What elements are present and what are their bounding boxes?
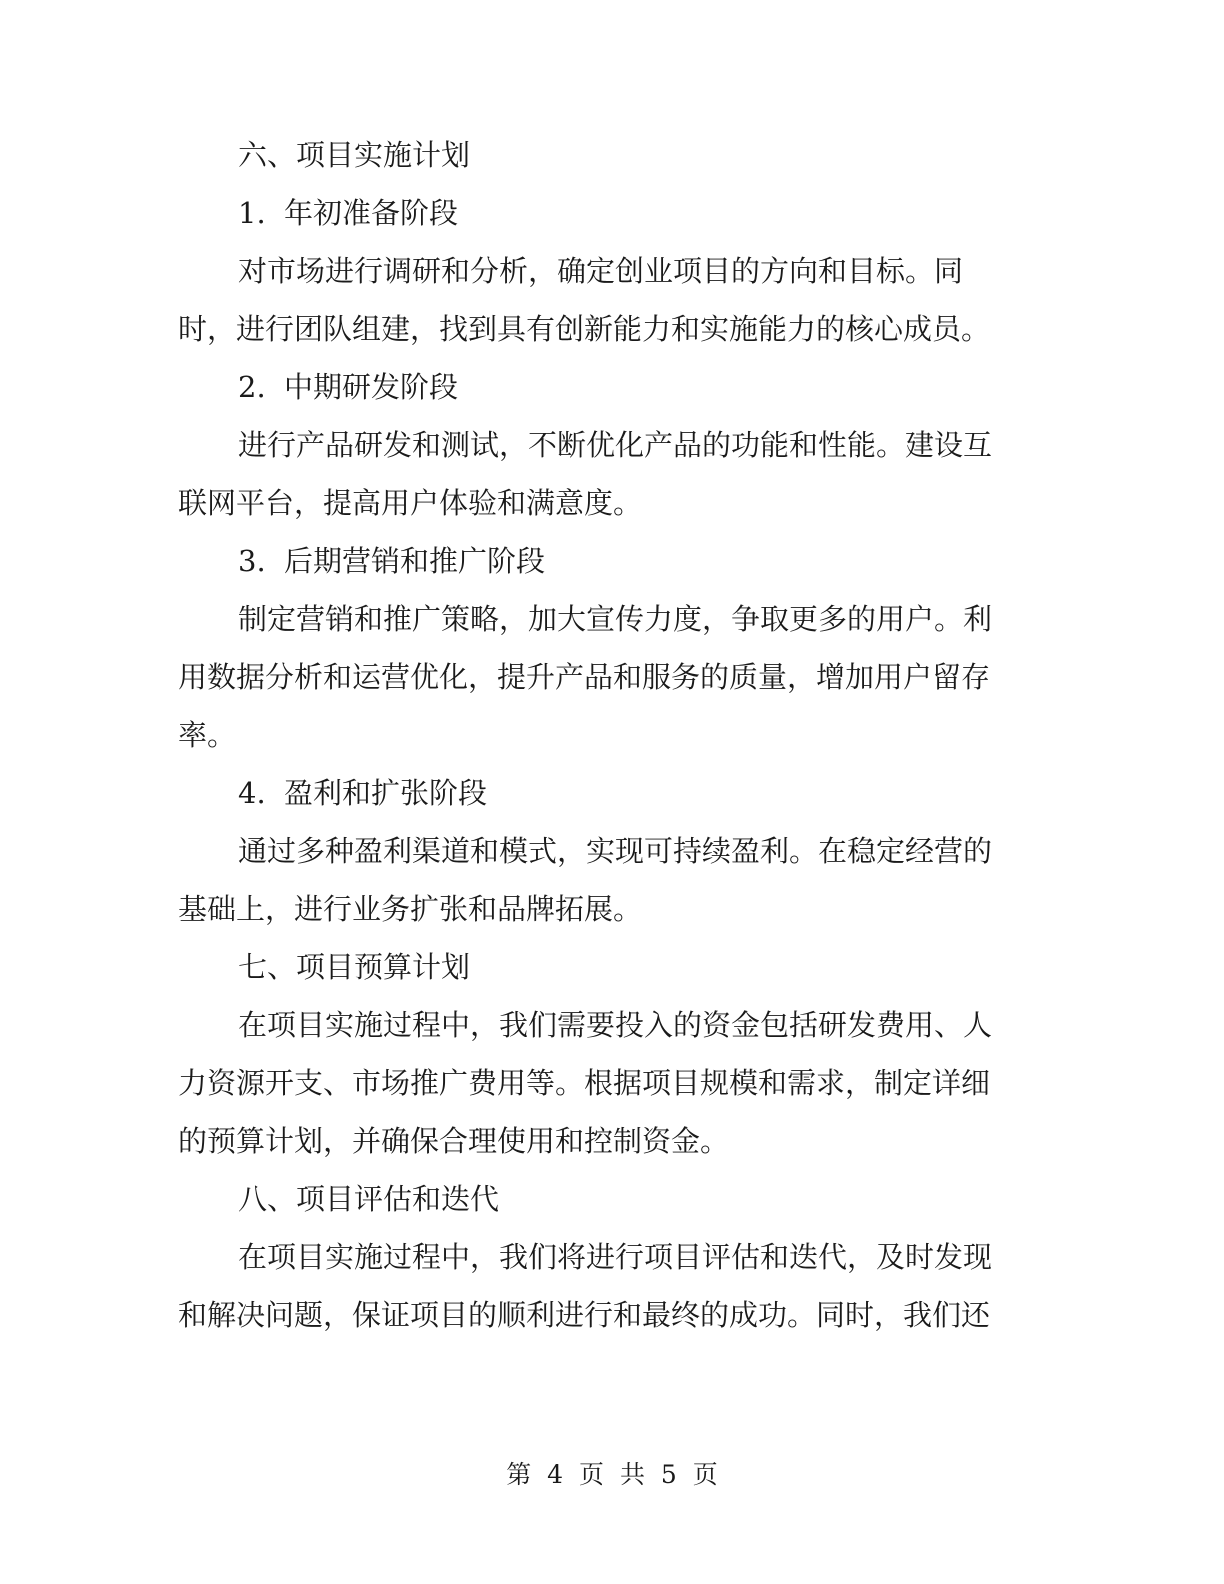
section-heading: 七、项目预算计划 [238, 950, 471, 984]
subsection-heading [178, 358, 1018, 416]
paragraph-line: 力资源开支、市场推广费用等。根据项目规模和需求，制定详细 [178, 1066, 991, 1100]
subsection-heading [178, 764, 1018, 822]
paragraph-line: 和解决问题，保证项目的顺利进行和最终的成功。同时，我们还 [178, 1298, 991, 1332]
paragraph-line: 的预算计划，并确保合理使用和控制资金。 [178, 1124, 730, 1158]
section-heading: 六、项目实施计划 [238, 138, 471, 172]
paragraph-line: 在项目实施过程中，我们需要投入的资金包括研发费用、人 [238, 1008, 993, 1042]
subsection-heading [178, 532, 1018, 590]
paragraph-line: 基础上，进行业务扩张和品牌拓展。 [178, 892, 643, 926]
paragraph-line: 通过多种盈利渠道和模式，实现可持续盈利。在稳定经营的 [238, 834, 993, 868]
subsection-number: 3. [238, 544, 266, 578]
paragraph-line: 进行产品研发和测试，不断优化产品的功能和性能。建设互 [238, 428, 993, 462]
subsection-title: 后期营销和推广阶段 [284, 544, 546, 578]
subsection-heading [178, 184, 1018, 242]
subsection-title: 盈利和扩张阶段 [284, 776, 488, 810]
paragraph-line: 制定营销和推广策略，加大宣传力度，争取更多的用户。利 [238, 602, 993, 636]
subsection-title: 年初准备阶段 [284, 196, 459, 230]
paragraph-line: 时，进行团队组建，找到具有创新能力和实施能力的核心成员。 [178, 312, 991, 346]
subsection-number: 4. [238, 776, 266, 810]
paragraph-line: 率。 [178, 718, 237, 752]
paragraph-line: 对市场进行调研和分析，确定创业项目的方向和目标。同 [238, 254, 964, 288]
page-footer: 第 4 页 共 5 页 [506, 1460, 718, 1489]
subsection-number: 2. [238, 370, 266, 404]
paragraph-line: 联网平台，提高用户体验和满意度。 [178, 486, 643, 520]
subsection-number: 1. [238, 196, 266, 230]
section-heading: 八、项目评估和迭代 [238, 1182, 500, 1216]
paragraph-line: 用数据分析和运营优化，提升产品和服务的质量，增加用户留存 [178, 660, 991, 694]
paragraph-line: 在项目实施过程中，我们将进行项目评估和迭代，及时发现 [238, 1240, 993, 1274]
document-body [178, 126, 1018, 1344]
subsection-title: 中期研发阶段 [284, 370, 459, 404]
